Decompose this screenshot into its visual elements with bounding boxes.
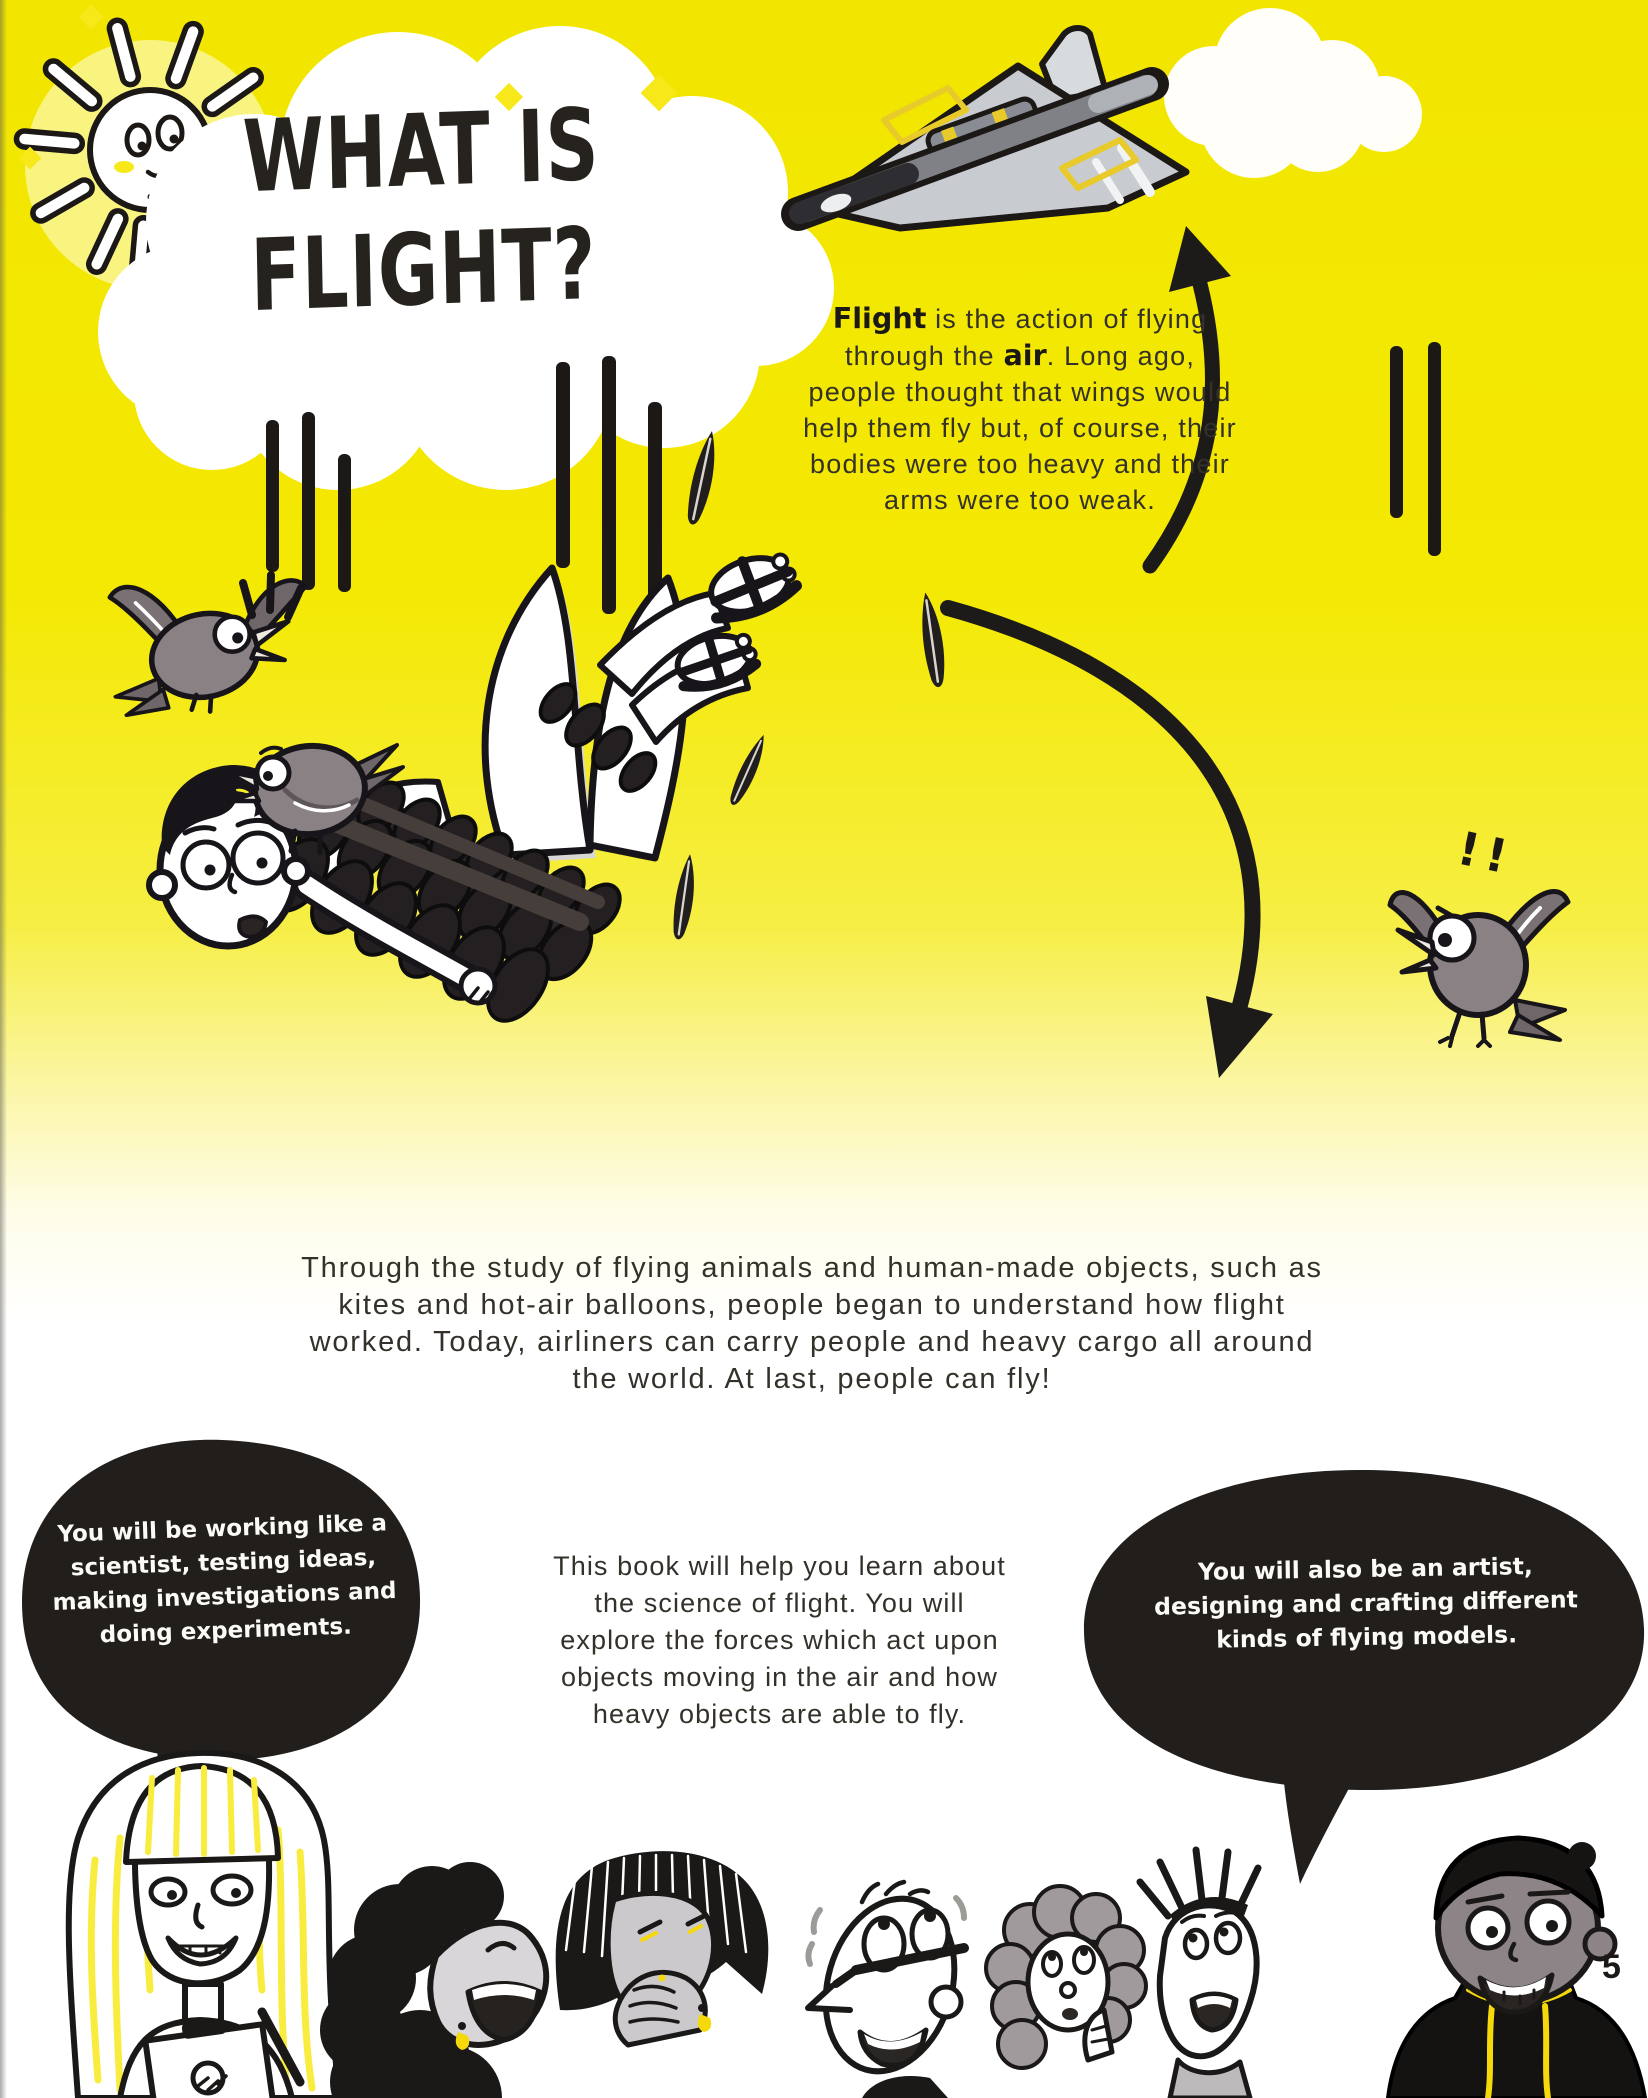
bald-man-glasses	[806, 1882, 974, 2098]
plane-cloud	[1164, 8, 1422, 178]
spiky-hair-man	[1140, 1850, 1258, 2098]
center-paragraph: This book will help you learn about the science of flight. You will explore the forces which act upon objects moving in the air and how heavy objects are able to fly.	[553, 1551, 1006, 1729]
startled-bird	[1390, 891, 1568, 1046]
bob-haircut-woman	[556, 1851, 769, 2045]
concorde-plane	[798, 28, 1186, 228]
grey-curly-woman	[986, 1886, 1146, 2068]
down-arrow	[948, 608, 1273, 1078]
intro-segment-2: . Long ago, people thought that wings would help them fly but, of course, their bodies were too heavy and their arms were too weak.	[803, 341, 1237, 515]
page-title: WHAT IS FLIGHT?	[241, 86, 601, 334]
scientist-girl	[69, 1753, 340, 2098]
alarmed-bird	[110, 580, 306, 715]
artist-bubble-tail	[1282, 1758, 1360, 1884]
artist-bubble-text: You will also be an artist, designing and crafting different kinds of flying models.	[1153, 1552, 1579, 1654]
intro-bold-flight: Flight	[832, 301, 927, 335]
scientist-bubble-text: You will be working like a scientist, testing ideas, making investigations and doing experiments.	[52, 1510, 397, 1649]
intro-paragraph	[800, 300, 1240, 518]
page-number: 5	[1602, 1948, 1621, 1986]
intro-bold-air: air	[1003, 338, 1047, 372]
main-paragraph: Through the study of flying animals and human-made objects, such as kites and hot-air balloons, people began to understand how flight worked. Today, airliners can carry people and heavy cargo all around the world. At last, people can fly!	[301, 1252, 1323, 1395]
intro-segment-1: is the action of flying through the	[844, 304, 1208, 371]
curly-hair-woman	[320, 1862, 546, 2098]
bird-alert-text: !!	[1452, 820, 1519, 886]
